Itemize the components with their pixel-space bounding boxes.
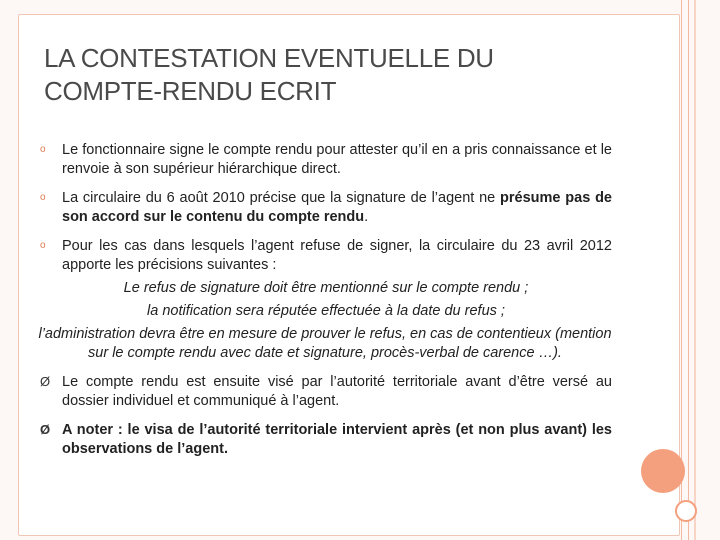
bullet-item [40,189,612,227]
bullet-item [40,141,612,179]
slide-content [40,141,612,469]
bullet-text: Le fonctionnaire signe le compte rendu pour attester qu’il en a pris connaissance et le renvoie à son supérieur hiérarchique direct. [62,142,612,177]
decorative-rail [688,0,689,540]
bullet-item [40,237,612,275]
circle-bullet-icon: o [40,144,46,155]
bullet-text-end: . [364,209,369,225]
arrow-item [40,421,612,459]
sub-item: la notification sera réputée effectuée à la date du refus ; [147,303,505,319]
circle-bullet-icon: o [40,240,46,251]
decorative-rail [694,0,696,540]
bullet-text: La circulaire du 6 août 2010 précise que la signature de l’agent ne [62,190,501,206]
arrow-item [40,373,612,411]
slide-title: LA CONTESTATION EVENTUELLE DU COMPTE-RENDU ECRIT [44,43,494,106]
bullet-text: Pour les cas dans lesquels l’agent refuse de signer, la circulaire du 23 avril 2012 apporte les précisions suivantes : [62,238,612,273]
arrow-item-text: A noter : le visa de l’autorité territoriale intervient après (et non plus avant) les observations de l’agent. [62,422,612,457]
sub-item: Le refus de signature doit être mentionné sur le compte rendu ; [123,280,529,296]
circle-bullet-icon: o [40,192,46,203]
decorative-circle-large [641,449,685,493]
arrow-bullet-icon: Ø [40,422,51,437]
sub-item: l’administration devra être en mesure de prouver le refus, en cas de contentieux (mention sur le compte rendu avec date et signature, procès-verbal de carence …). [38,326,612,361]
arrow-item-text: Le compte rendu est ensuite visé par l’autorité territoriale avant d’être versé au dossier individuel et communiqué à l’agent. [62,374,612,409]
arrow-bullet-icon: Ø [40,374,51,389]
decorative-circle-small [675,500,697,522]
bullet-text-bold: présume pas de son accord sur le contenu du compte rendu [62,190,612,225]
